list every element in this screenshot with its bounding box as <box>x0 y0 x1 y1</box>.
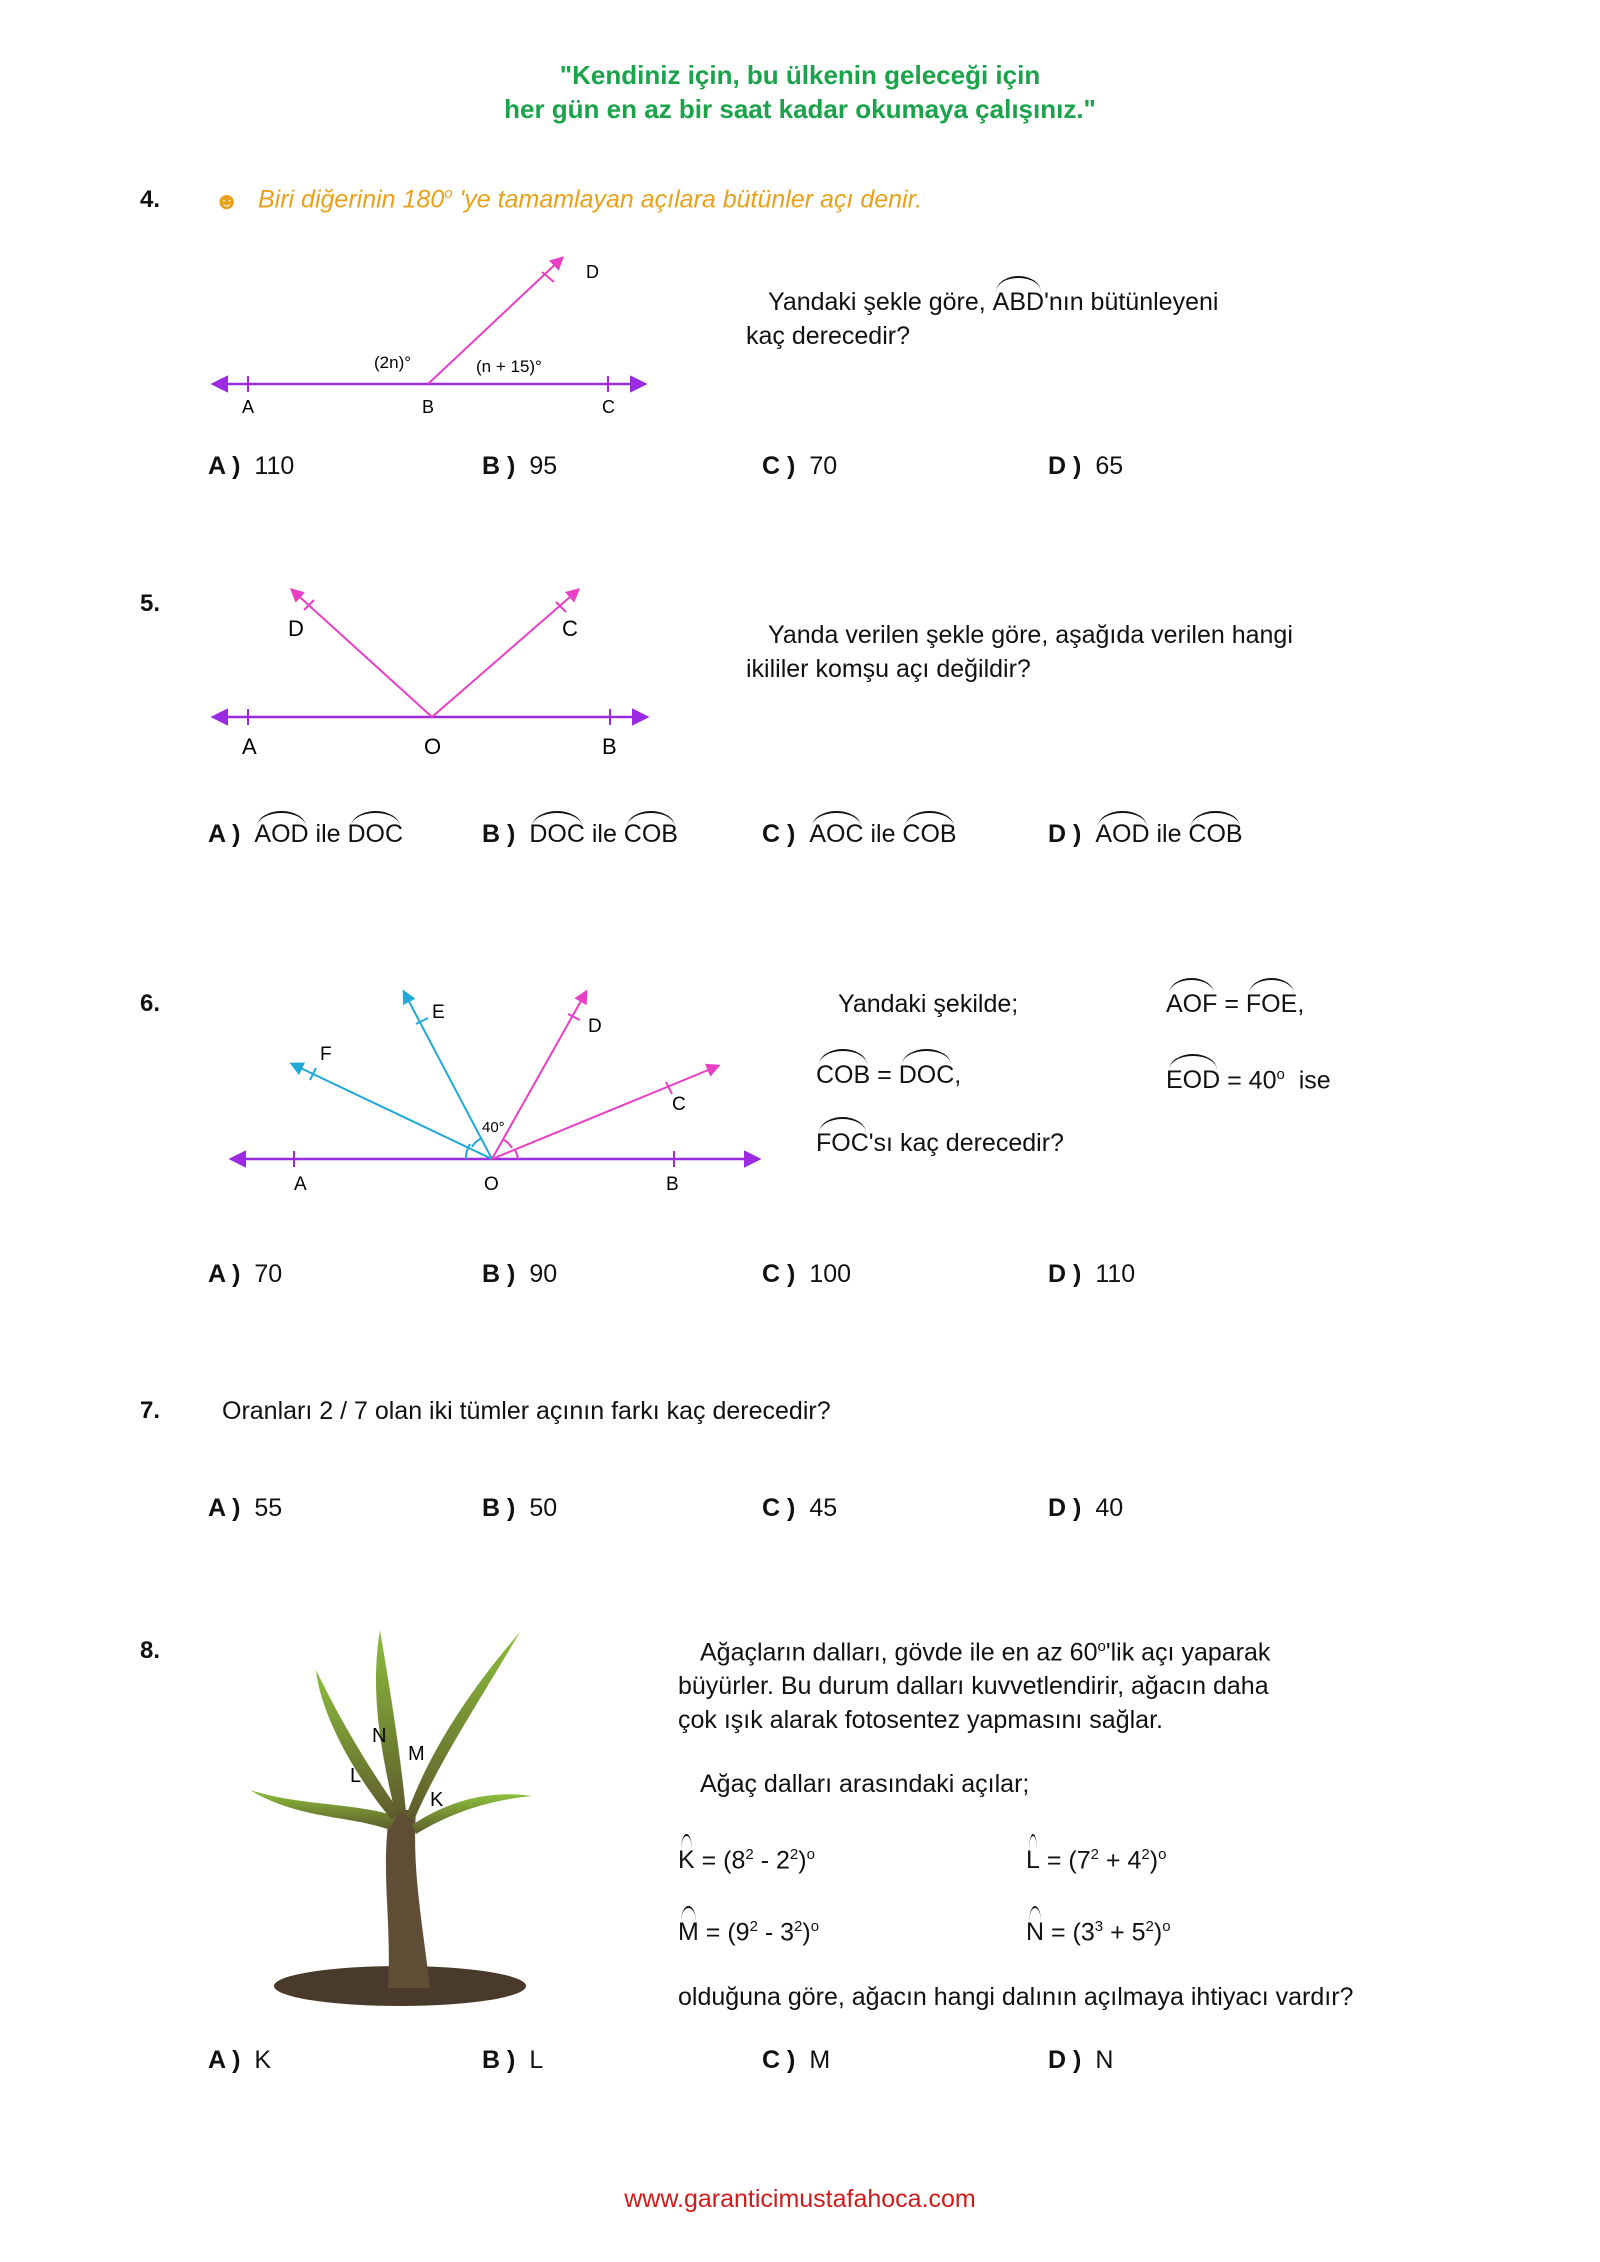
eq-l: $L = (7^2 + 4^2)^o$ <box>1026 1838 1166 1877</box>
q6-eq-cob-doc: COB = DOC, <box>816 1058 961 1092</box>
q6-option-b[interactable]: B ) 90 <box>482 1260 558 1288</box>
label-a: A <box>242 397 255 417</box>
q6-eq-aof-foe: AOF = FOE, <box>1166 987 1304 1021</box>
q7-option-b[interactable]: B ) 50 <box>482 1494 558 1522</box>
q5-option-b[interactable]: B ) DOC ile COB <box>482 820 678 848</box>
question-8-paragraph: Ağaçların dalları, gövde ile en az 60$^o$'lik açı yaparak büyürler. Bu durum dalları kuvvetlendirir, ağacın daha çok ışık alarak fotosentez yapmasını sağlar. <box>678 1638 1271 1735</box>
q8-option-b[interactable]: B ) L <box>482 2046 544 2074</box>
label-e: E <box>432 1002 445 1023</box>
q6-eq-eod: EOD = $40^o$ ise <box>1166 1058 1331 1097</box>
q4-option-d[interactable]: D ) 65 <box>1048 452 1124 480</box>
label-d: D <box>288 616 304 641</box>
label-m: M <box>408 1743 425 1765</box>
label-l: L <box>350 1765 362 1787</box>
question-4-text: Yandaki şekle göre, ABD'nın bütünleyeni kaç derecedir? <box>746 285 1218 353</box>
question-7-text: Oranları 2 / 7 olan iki tümler açının farkı kaç derecedir? <box>222 1397 831 1425</box>
ray-of <box>292 1064 492 1159</box>
label-c: C <box>562 616 578 641</box>
q7-option-a[interactable]: A ) 55 <box>208 1494 283 1522</box>
label-o: O <box>424 734 442 759</box>
angle-label-n15: (n + 15)° <box>476 357 542 376</box>
question-4-figure <box>200 250 660 430</box>
ray-oc <box>432 590 578 717</box>
q8-option-a[interactable]: A ) K <box>208 2046 272 2074</box>
header-line-2: her gün en az bir saat kadar okumaya çalışınız." <box>504 94 1096 124</box>
eq-n: $N = (3^3 + 5^2)^o$ <box>1026 1910 1171 1949</box>
eq-k: $K = (8^2 - 2^2)^o$ <box>678 1838 815 1877</box>
q6-intro: Yandaki şekilde; <box>838 990 1019 1018</box>
tree-trunk <box>386 1810 430 1988</box>
question-8-question: olduğuna göre, ağacın hangi dalının açılmaya ihtiyacı vardır? <box>678 1983 1354 2011</box>
tree-illustration <box>240 1620 540 2010</box>
q7-option-c[interactable]: C ) 45 <box>762 1494 838 1522</box>
question-5-text: Yanda verilen şekle göre, aşağıda verilen hangi ikililer komşu açı değildir? <box>746 621 1293 683</box>
angle-label-2n: (2n)° <box>374 353 412 372</box>
question-4-tip: Biri diğerinin 180$^o$ 'ye tamamlayan açılara bütünler açı denir. <box>258 185 922 214</box>
arc-abd: ABD <box>993 285 1044 319</box>
question-7-number: 7. <box>140 1397 161 1424</box>
ray-od <box>292 590 432 717</box>
q8-option-c[interactable]: C ) M <box>762 2046 831 2074</box>
question-6-number: 6. <box>140 990 161 1017</box>
q5-option-d[interactable]: D ) AOD ile COB <box>1048 820 1243 848</box>
q4-option-b[interactable]: B ) 95 <box>482 452 558 480</box>
label-k: K <box>430 1789 444 1811</box>
q6-question: FOC'sı kaç derecedir? <box>816 1126 1064 1160</box>
question-6-figure <box>220 980 770 1200</box>
label-a: A <box>294 1174 307 1195</box>
branch-m <box>406 1632 520 1820</box>
label-d: D <box>588 1016 602 1037</box>
header-quote <box>0 58 1600 126</box>
q8-option-d[interactable]: D ) N <box>1048 2046 1114 2074</box>
q4-option-c[interactable]: C ) 70 <box>762 452 838 480</box>
footer-url[interactable]: www.garanticimustafahoca.com <box>624 2185 976 2213</box>
question-8-number: 8. <box>140 1637 161 1664</box>
question-5-number: 5. <box>140 590 161 617</box>
q5-option-c[interactable]: C ) AOC ile COB <box>762 820 957 848</box>
q7-option-d[interactable]: D ) 40 <box>1048 1494 1124 1522</box>
smiley-icon: ☻ <box>214 188 240 215</box>
question-4-number: 4. <box>140 186 161 213</box>
angle-label-40: 40° <box>482 1119 505 1136</box>
ray-oe <box>404 992 492 1159</box>
header-line-1: "Kendiniz için, bu ülkenin geleceği için <box>559 60 1041 90</box>
q6-option-a[interactable]: A ) 70 <box>208 1260 283 1288</box>
label-o: O <box>484 1174 499 1195</box>
label-b: B <box>422 397 435 417</box>
q4-option-a[interactable]: A ) 110 <box>208 452 295 480</box>
label-c: C <box>602 397 615 417</box>
label-f: F <box>320 1044 332 1065</box>
eq-m: $M = (9^2 - 3^2)^o$ <box>678 1910 819 1949</box>
q6-option-c[interactable]: C ) 100 <box>762 1260 852 1288</box>
label-b: B <box>666 1174 679 1195</box>
label-c: C <box>672 1094 686 1115</box>
label-a: A <box>242 734 257 759</box>
q5-option-a[interactable]: A ) AOD ile DOC <box>208 820 404 848</box>
question-5-figure <box>200 576 660 766</box>
label-b: B <box>602 734 617 759</box>
question-8-subtitle: Ağaç dalları arasındaki açılar; <box>700 1770 1030 1798</box>
q6-option-d[interactable]: D ) 110 <box>1048 1260 1136 1288</box>
label-n: N <box>372 1725 387 1747</box>
label-d: D <box>586 262 599 282</box>
